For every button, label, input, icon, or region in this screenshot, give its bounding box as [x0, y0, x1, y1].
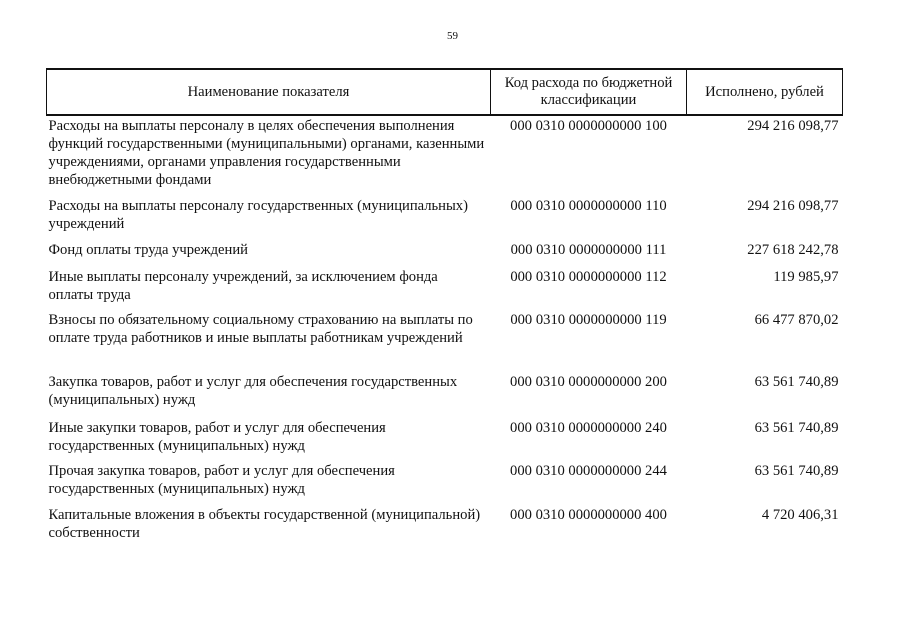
row-indicator-name: Капитальные вложения в объекты государственной (муниципальной) собственности	[48, 507, 481, 541]
table-row	[47, 373, 843, 419]
row-indicator-name: Иные закупки товаров, работ и услуг для обеспечения государственных (муниципальных) нужд	[48, 420, 386, 454]
header-executed-amount: Исполнено, рублей	[687, 69, 843, 115]
row-indicator-name: Иные выплаты персоналу учреждений, за исключением фонда оплаты труда	[48, 269, 438, 303]
row-expense-code: 000 0310 0000000000 400	[510, 507, 667, 523]
row-executed-amount: 63 561 740,89	[754, 374, 839, 390]
page-number: 59	[447, 30, 458, 42]
row-expense-code: 000 0310 0000000000 200	[510, 374, 667, 390]
table-row	[47, 506, 843, 546]
row-indicator-name: Фонд оплаты труда учреждений	[48, 242, 248, 258]
table-row	[47, 268, 843, 311]
row-indicator-name: Взносы по обязательному социальному страхованию на выплаты по оплате труда работников и иные выплаты работникам учреждений	[48, 312, 473, 346]
header-indicator-name: Наименование показателя	[47, 69, 491, 115]
row-executed-amount: 294 216 098,77	[747, 118, 839, 134]
row-executed-amount: 63 561 740,89	[754, 463, 839, 479]
budget-expenditure-table	[46, 68, 843, 546]
row-expense-code: 000 0310 0000000000 110	[510, 198, 667, 214]
row-executed-amount: 294 216 098,77	[747, 198, 839, 214]
table-row	[47, 462, 843, 506]
table-row	[47, 311, 843, 373]
row-expense-code: 000 0310 0000000000 100	[510, 118, 667, 134]
header-expense-code: Код расхода по бюджетной классификации	[491, 69, 687, 115]
row-indicator-name: Закупка товаров, работ и услуг для обеспечения государственных (муниципальных) нужд	[48, 374, 458, 408]
row-executed-amount: 227 618 242,78	[747, 242, 839, 258]
row-executed-amount: 119 985,97	[773, 269, 839, 285]
table-row	[47, 241, 843, 268]
row-expense-code: 000 0310 0000000000 112	[510, 269, 667, 285]
row-expense-code: 000 0310 0000000000 240	[510, 420, 667, 436]
row-expense-code: 000 0310 0000000000 119	[510, 312, 667, 328]
row-executed-amount: 63 561 740,89	[754, 420, 839, 436]
table-row	[47, 197, 843, 241]
table-row	[47, 419, 843, 462]
row-executed-amount: 66 477 870,02	[754, 312, 839, 328]
table-row	[47, 115, 843, 197]
table-header-row	[47, 69, 843, 115]
row-executed-amount: 4 720 406,31	[761, 507, 839, 523]
row-indicator-name: Расходы на выплаты персоналу государственных (муниципальных) учреждений	[48, 198, 468, 232]
row-expense-code: 000 0310 0000000000 244	[510, 463, 667, 479]
row-indicator-name: Прочая закупка товаров, работ и услуг для обеспечения государственных (муниципальных) нужд	[48, 463, 395, 497]
row-expense-code: 000 0310 0000000000 111	[510, 242, 667, 258]
row-indicator-name: Расходы на выплаты персоналу в целях обеспечения выполнения функций государственными (муниципальными) органами, казенными учреждениями, органами управления государственными внебюджетными фондами	[48, 118, 485, 188]
